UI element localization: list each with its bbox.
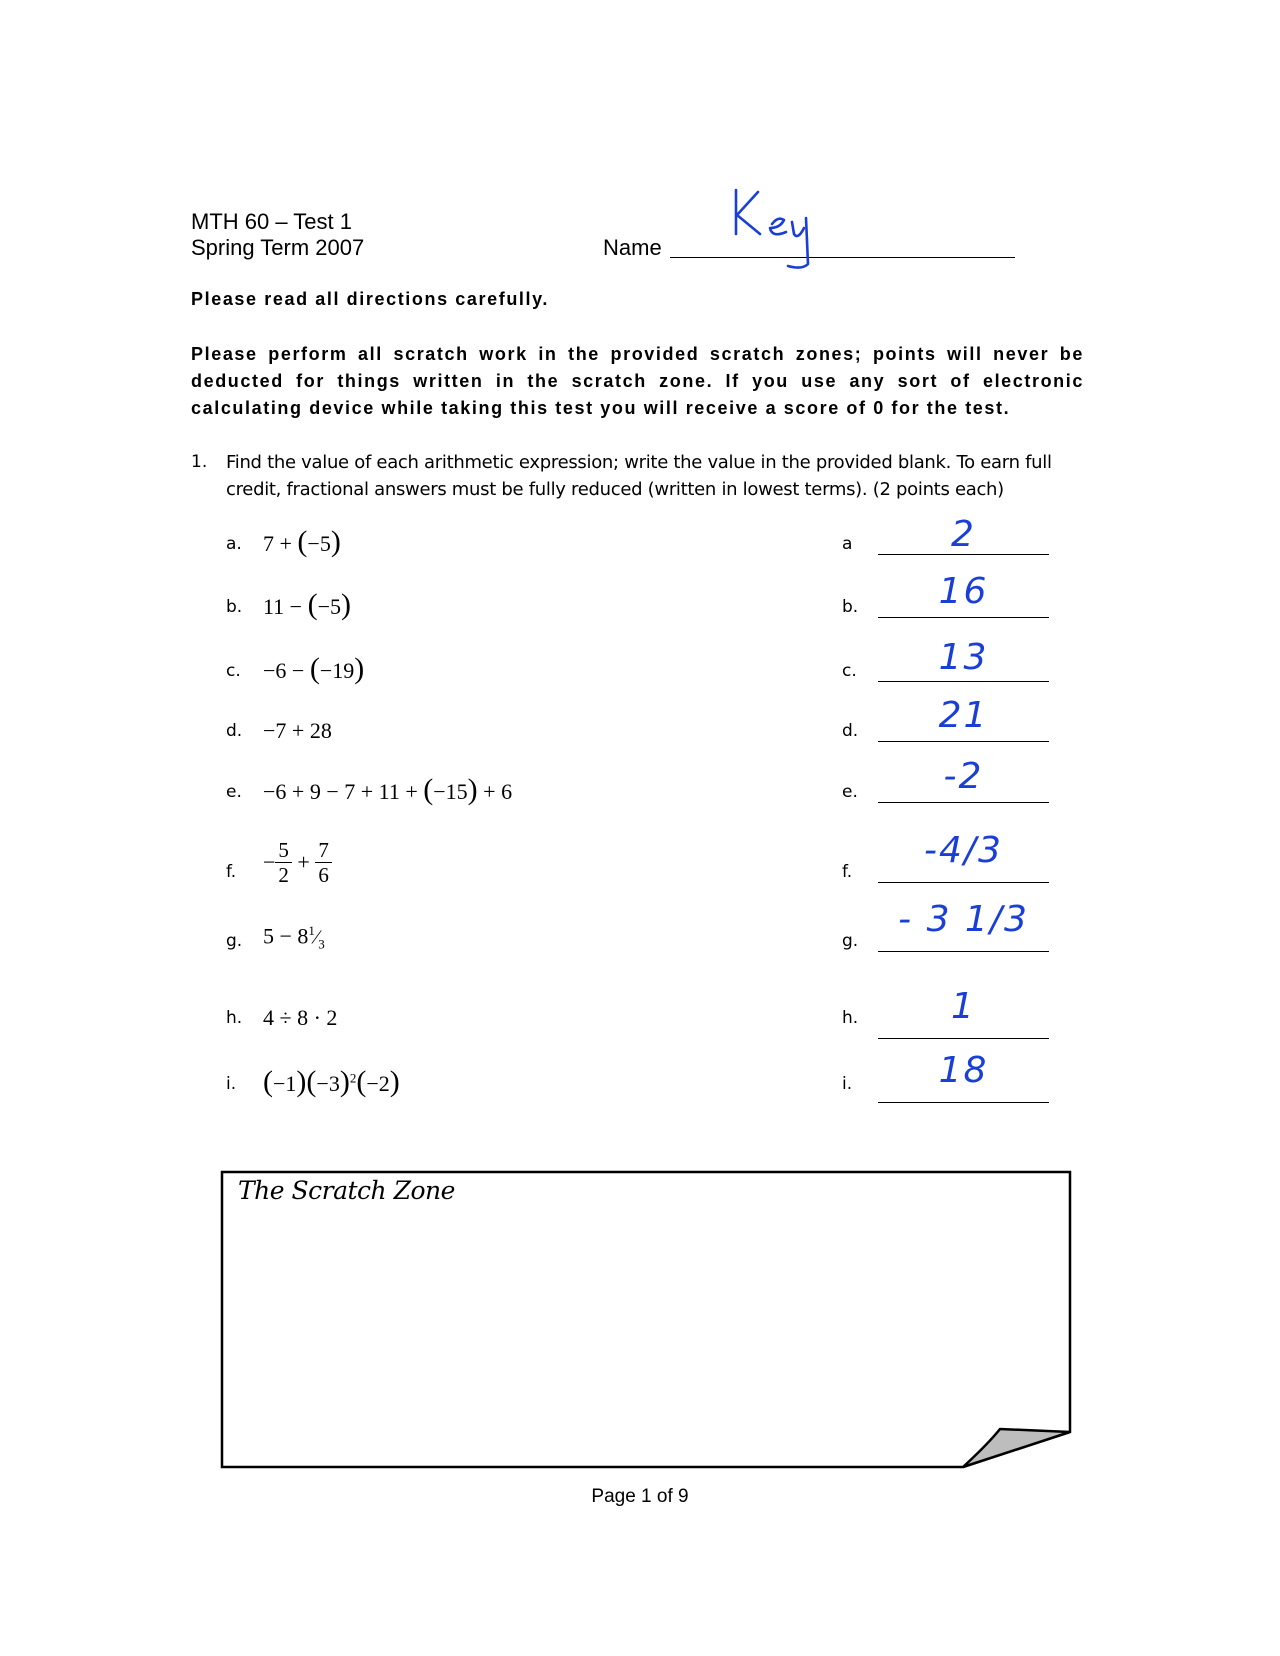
answer-letter: g.	[842, 931, 859, 951]
directions-read-carefully: Please read all directions carefully.	[191, 289, 550, 309]
expression-i: $(-1)(-3)^2(-2)$	[263, 1065, 400, 1098]
answer-letter: h.	[842, 1008, 859, 1028]
handwritten-answer: 21	[938, 695, 989, 736]
answer-letter: i.	[842, 1074, 853, 1094]
page-number: Page 1 of 9	[591, 1486, 689, 1507]
handwritten-answer: -2	[943, 756, 984, 797]
answer-letter: d.	[842, 721, 859, 741]
handwritten-answer: 1	[951, 986, 976, 1027]
problem-letter: g.	[226, 931, 243, 951]
handwritten-answer: 2	[951, 514, 976, 555]
handwritten-answer: - 3 1/3	[898, 899, 1029, 940]
problem-letter: i.	[226, 1074, 237, 1094]
problem-letter: e.	[226, 782, 242, 802]
handwritten-answer: 13	[938, 637, 989, 678]
problem-letter: h.	[226, 1008, 243, 1028]
answer-letter: e.	[842, 782, 858, 802]
expression-d: −7 + 28	[263, 718, 332, 743]
question-number: 1.	[191, 452, 208, 472]
expression-c: −6 − (−19)	[263, 652, 365, 685]
answer-letter: f.	[842, 862, 853, 882]
expression-g: $5 - 8^1⁄_3$	[263, 923, 325, 952]
expression-e: −6 + 9 − 7 + 11 + (−15) + 6	[263, 773, 513, 806]
answer-letter: c.	[842, 661, 857, 681]
expression-f: − $\frac{5}{2}$ + $\frac{7}{6}$	[263, 838, 332, 887]
handwritten-answer: 18	[938, 1050, 989, 1091]
problem-letter: a.	[226, 534, 242, 554]
problem-letter: b.	[226, 597, 243, 617]
problem-letter: f.	[226, 862, 237, 882]
problem-letter: d.	[226, 721, 243, 741]
problem-letter: c.	[226, 661, 241, 681]
directions-scratch-work: Please perform all scratch work in the provided scratch zones; points will never be deducted for things written in the scratch zone. If you use any sort of electronic calculating device while taking this test you will receive a score of 0 for the test.	[191, 344, 1084, 418]
handwritten-answer: 16	[938, 571, 989, 612]
expression-h: 4 ÷ 8 · 2	[263, 1005, 338, 1030]
name-label: Name	[603, 235, 662, 260]
answer-letter: a	[842, 534, 853, 554]
handwritten-answer: -4/3	[924, 830, 1003, 871]
expression-b: 11 − (−5)	[263, 588, 352, 621]
scratch-zone-title: The Scratch Zone	[238, 1176, 455, 1205]
term-label: Spring Term 2007	[191, 235, 365, 260]
answer-letter: b.	[842, 597, 859, 617]
question-text: Find the value of each arithmetic expression; write the value in the provided blank. To earn full credit, fractional answers must be fully reduced (written in lowest terms). (2 points each)	[226, 452, 1052, 500]
expression-a: 7 + (−5)	[263, 525, 341, 558]
course-title: MTH 60 – Test 1	[191, 209, 352, 234]
